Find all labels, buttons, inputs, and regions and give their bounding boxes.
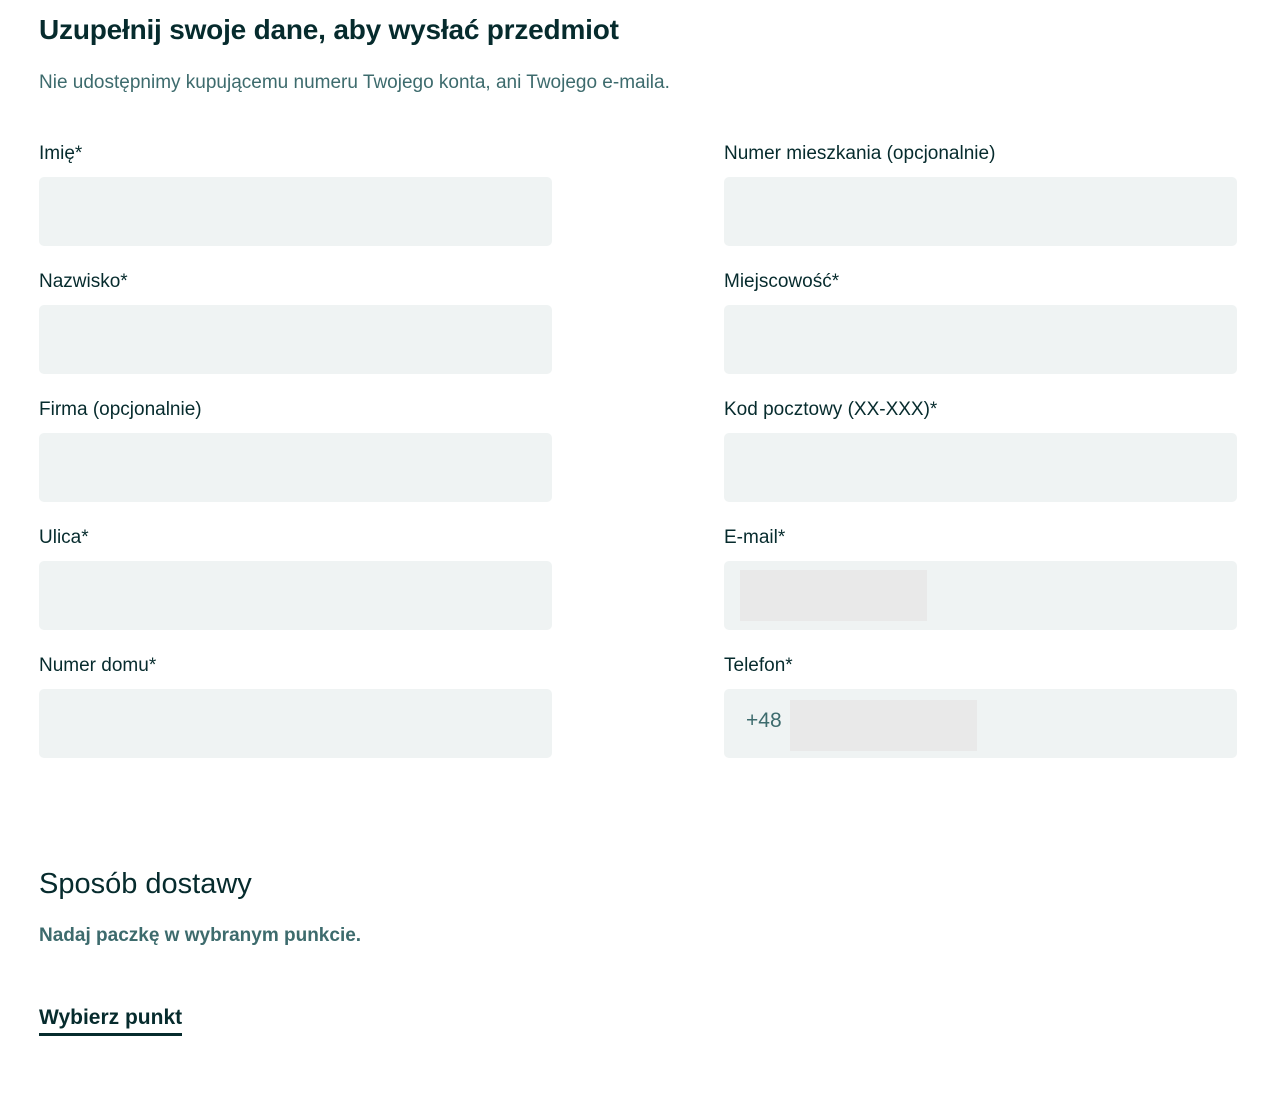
apartment-number-input[interactable] [724,177,1237,246]
page-title: Uzupełnij swoje dane, aby wysłać przedmiot [39,14,619,45]
postal-code-label: Kod pocztowy (XX-XXX)* [724,399,938,420]
first-name-input[interactable] [39,177,552,246]
street-label: Ulica* [39,527,89,548]
phone-country-prefix: +48 [746,709,782,732]
city-input[interactable] [724,305,1237,374]
first-name-label: Imię* [39,143,83,164]
last-name-input[interactable] [39,305,552,374]
apartment-number-label: Numer mieszkania (opcjonalnie) [724,143,996,164]
last-name-label: Nazwisko* [39,271,128,292]
street-input[interactable] [39,561,552,630]
phone-redacted-value [790,700,977,751]
delivery-section-title: Sposób dostawy [39,868,252,900]
company-label: Firma (opcjonalnie) [39,399,202,420]
city-label: Miejscowość* [724,271,840,292]
email-redacted-value [740,570,927,621]
postal-code-input[interactable] [724,433,1237,502]
email-label: E-mail* [724,527,786,548]
delivery-section-subtitle: Nadaj paczkę w wybranym punkcie. [39,925,362,946]
phone-label: Telefon* [724,655,793,676]
choose-point-link[interactable]: Wybierz punkt [39,1006,182,1036]
company-input[interactable] [39,433,552,502]
house-number-label: Numer domu* [39,655,157,676]
page-subtitle: Nie udostępnimy kupującemu numeru Twojego konta, ani Twojego e-maila. [39,72,670,93]
house-number-input[interactable] [39,689,552,758]
email-input[interactable] [724,561,1237,630]
phone-input[interactable] [724,689,1237,758]
